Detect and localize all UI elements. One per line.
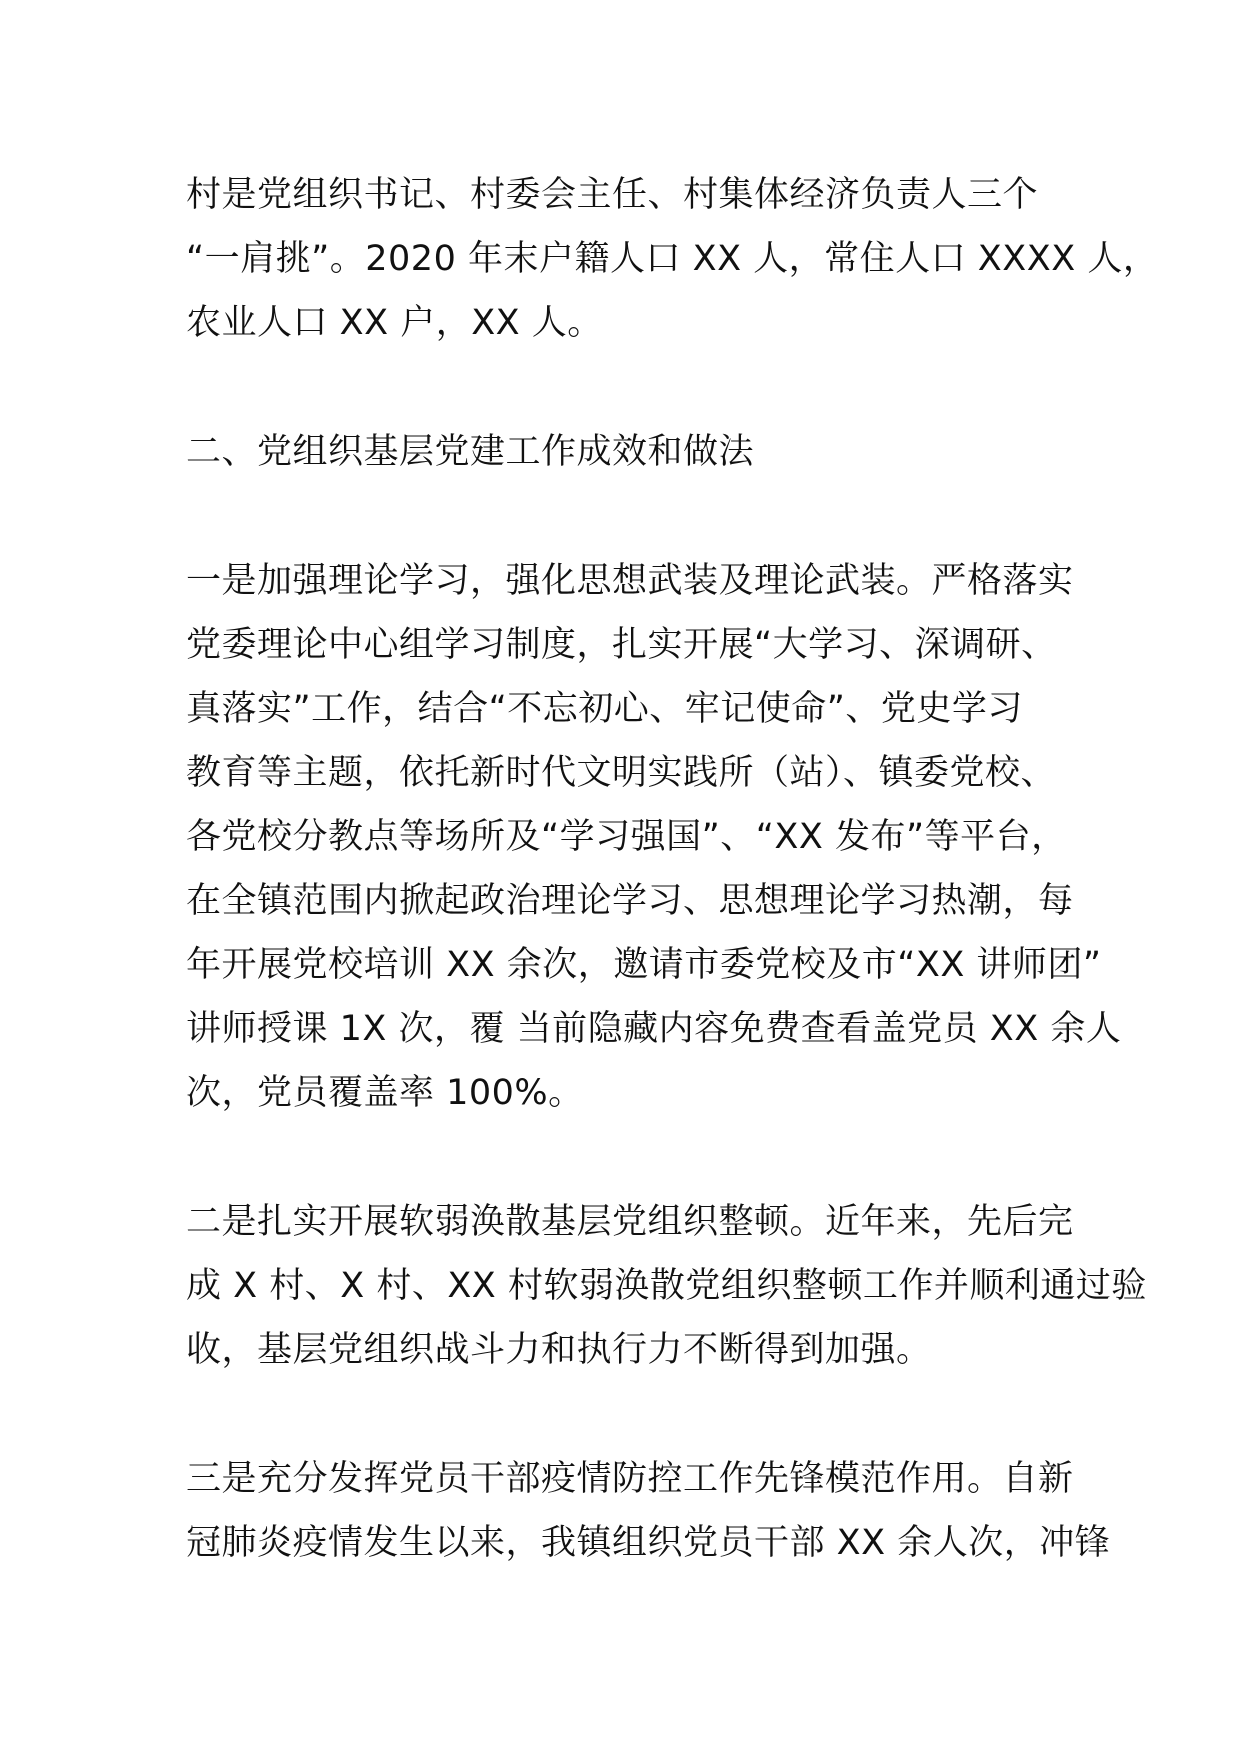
rectification-paragraph bbox=[186, 1190, 1147, 1382]
text-line: 党委理论中心组学习制度，扎实开展“大学习、深调研、 bbox=[186, 625, 1057, 665]
text-line: 二是扎实开展软弱涣散基层党组织整顿。近年来，先后完 bbox=[186, 1202, 1074, 1242]
document-body bbox=[186, 163, 1159, 1575]
text-line: 教育等主题，依托新时代文明实践所（站）、镇委党校、 bbox=[186, 753, 1057, 793]
text-line: “一肩挑”。2020 年末户籍人口 XX 人，常住人口 XXXX 人， bbox=[186, 239, 1159, 279]
paragraph-gap bbox=[186, 1125, 1066, 1190]
section-heading bbox=[186, 420, 1066, 484]
text-line: 讲师授课 1X 次，覆 当前隐藏内容免费查看盖党员 XX 余人 bbox=[186, 1009, 1122, 1049]
text-line: 收，基层党组织战斗力和执行力不断得到加强。 bbox=[186, 1330, 932, 1370]
text-line: 农业人口 XX 户，XX 人。 bbox=[186, 303, 603, 343]
text-line: 真落实”工作，结合“不忘初心、牢记使命”、党史学习 bbox=[186, 689, 1023, 729]
paragraph-gap bbox=[186, 1382, 1066, 1447]
text-line: 冠肺炎疫情发生以来，我镇组织党员干部 XX 余人次，冲锋 bbox=[186, 1523, 1111, 1563]
text-line: 一是加强理论学习，强化思想武装及理论武装。严格落实 bbox=[186, 561, 1074, 601]
paragraph-gap bbox=[186, 355, 1066, 420]
intro-paragraph bbox=[186, 163, 1159, 355]
text-line: 村是党组织书记、村委会主任、村集体经济负责人三个 bbox=[186, 175, 1039, 215]
text-line: 在全镇范围内掀起政治理论学习、思想理论学习热潮，每 bbox=[186, 881, 1074, 921]
text-line: 成 X 村、X 村、XX 村软弱涣散党组织整顿工作并顺利通过验 bbox=[186, 1266, 1147, 1306]
text-line: 次，党员覆盖率 100%。 bbox=[186, 1073, 584, 1113]
heading-text: 二、党组织基层党建工作成效和做法 bbox=[186, 432, 755, 472]
text-line: 年开展党校培训 XX 余次，邀请市委党校及市“XX 讲师团” bbox=[186, 945, 1102, 985]
text-line: 各党校分教点等场所及“学习强国”、“XX 发布”等平台， bbox=[186, 817, 1067, 857]
text-line: 三是充分发挥党员干部疫情防控工作先锋模范作用。自新 bbox=[186, 1459, 1074, 1499]
paragraph-gap bbox=[186, 484, 1066, 549]
theory-study-paragraph bbox=[186, 549, 1122, 1125]
epidemic-paragraph bbox=[186, 1447, 1111, 1575]
